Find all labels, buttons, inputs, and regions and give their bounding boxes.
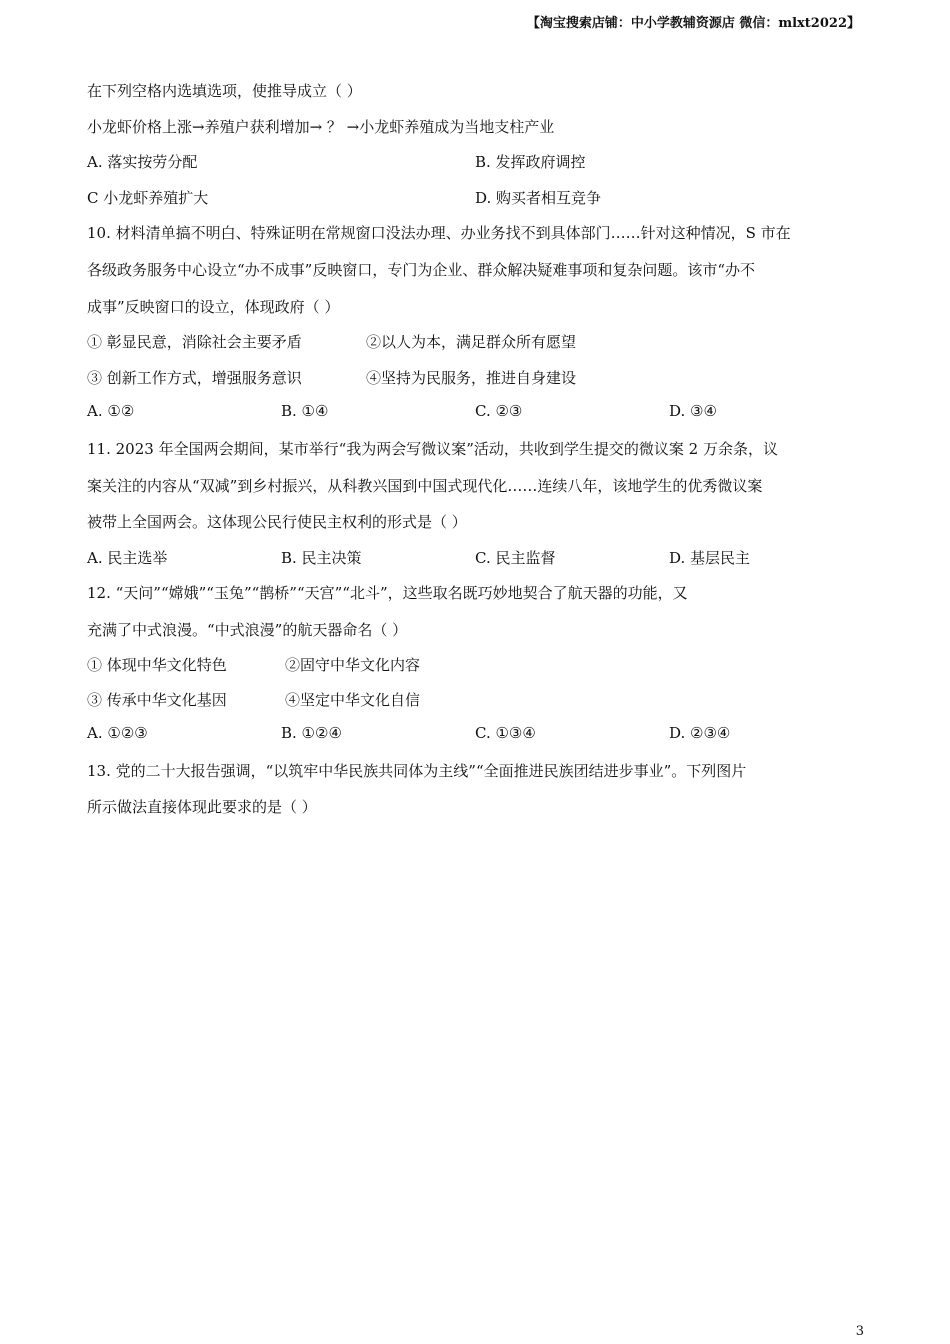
- q11-option-c: C. 民主监督: [475, 549, 556, 567]
- q11-line-3: 被带上全国两会。这体现公民行使民主权利的形式是（ ）: [87, 513, 467, 531]
- q10-option-c: C. ②③: [475, 402, 523, 420]
- q10-item-4: ④坚持为民服务，推进自身建设: [366, 369, 577, 387]
- q12-item-1: ① 体现中华文化特色: [87, 656, 227, 674]
- q9-option-c: C 小龙虾养殖扩大: [87, 189, 209, 207]
- q10-item-1: ① 彰显民意，消除社会主要矛盾: [87, 333, 302, 351]
- q10-option-a: A. ①②: [87, 402, 135, 420]
- q12-item-2: ②固守中华文化内容: [285, 656, 421, 674]
- q12-option-d: D. ②③④: [669, 724, 731, 742]
- q12-line-1: 12. “天问”“嫦娥”“玉兔”“鹊桥”“天宫”“北斗”，这些取名既巧妙地契合了航天器的功能，又: [87, 584, 688, 602]
- q13-line-2: 所示做法直接体现此要求的是（ ）: [87, 798, 317, 816]
- q12-option-c: C. ①③④: [475, 724, 536, 742]
- q11-option-b: B. 民主决策: [281, 549, 362, 567]
- page-header: 【淘宝搜索店铺：中小学教辅资源店 微信：mlxt2022】: [526, 16, 860, 31]
- q9-option-d: D. 购买者相互竞争: [475, 189, 602, 207]
- q11-line-1: 11. 2023 年全国两会期间，某市举行“我为两会写微议案”活动，共收到学生提交的微议案 2 万余条，议: [87, 440, 778, 458]
- q12-item-3: ③ 传承中华文化基因: [87, 691, 227, 709]
- q12-item-4: ④坚定中华文化自信: [285, 691, 421, 709]
- q10-line-1: 10. 材料清单搞不明白、特殊证明在常规窗口没法办理、办业务找不到具体部门……针对这种情况，S 市在: [87, 224, 791, 242]
- q11-option-a: A. 民主选举: [87, 549, 168, 567]
- q9-option-a: A. 落实按劳分配: [87, 153, 198, 171]
- q10-item-3: ③ 创新工作方式，增强服务意识: [87, 369, 302, 387]
- q9-option-b: B. 发挥政府调控: [475, 153, 586, 171]
- q10-option-d: D. ③④: [669, 402, 717, 420]
- q10-line-3: 成事”反映窗口的设立，体现政府（ ）: [87, 298, 340, 316]
- q11-line-2: 案关注的内容从“双减”到乡村振兴，从科教兴国到中国式现代化……连续八年，该地学生的优秀微议案: [87, 477, 763, 495]
- q13-line-1: 13. 党的二十大报告强调，“以筑牢中华民族共同体为主线”“全面推进民族团结进步事业”。下列图片: [87, 762, 747, 780]
- q12-line-2: 充满了中式浪漫。“中式浪漫”的航天器命名（ ）: [87, 621, 408, 639]
- q12-option-a: A. ①②③: [87, 724, 148, 742]
- q9-chain: 小龙虾价格上涨→养殖户获利增加→ ？ →小龙虾养殖成为当地支柱产业: [87, 118, 555, 136]
- q12-option-b: B. ①②④: [281, 724, 342, 742]
- q10-item-2: ②以人为本，满足群众所有愿望: [366, 333, 577, 351]
- q10-line-2: 各级政务服务中心设立“办不成事”反映窗口，专门为企业、群众解决疑难事项和复杂问题。该市“办不: [87, 261, 756, 279]
- q11-option-d: D. 基层民主: [669, 549, 751, 567]
- q10-option-b: B. ①④: [281, 402, 329, 420]
- page-number: 3: [855, 1324, 864, 1339]
- q9-stem: 在下列空格内选填选项，使推导成立（ ）: [87, 82, 362, 100]
